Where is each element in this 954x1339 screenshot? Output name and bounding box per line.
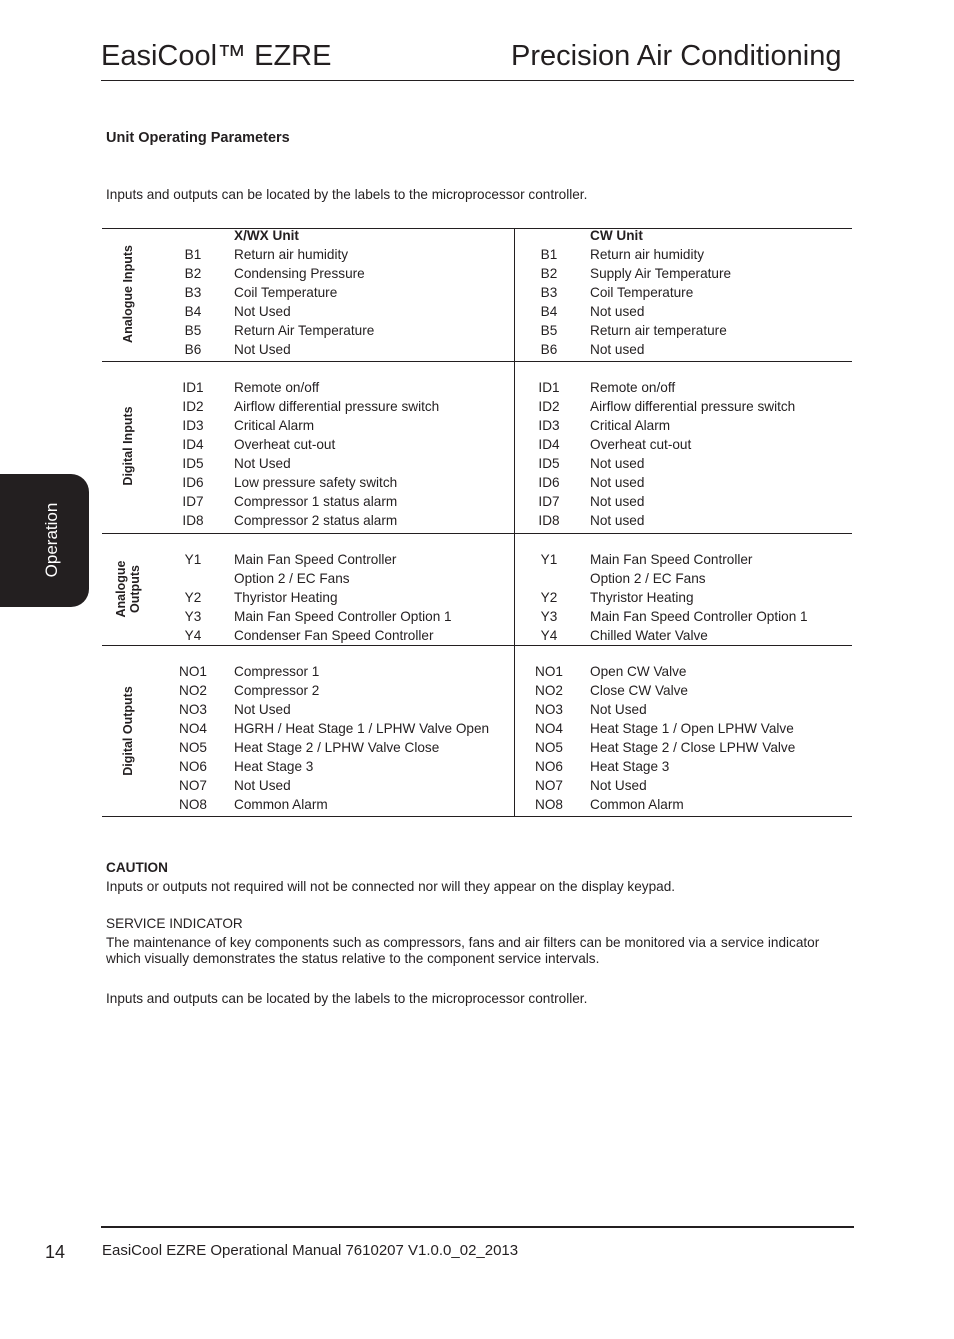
closing-text: Inputs and outputs can be located by the labels to the microprocessor controller. (106, 991, 588, 1006)
io-code: Y2 (184, 590, 202, 606)
cw-description: Critical Alarm (590, 418, 671, 434)
io-code-cw: NO2 (535, 683, 563, 699)
cw-description: Not Used (590, 702, 647, 718)
section-title: Unit Operating Parameters (106, 130, 290, 146)
io-code: B3 (184, 285, 202, 301)
footer-rule (101, 1226, 854, 1228)
xwx-column-header: X/WX Unit (234, 228, 299, 243)
xwx-description: Compressor 2 (234, 683, 320, 699)
io-code: B1 (184, 247, 202, 262)
cw-description: Supply Air Temperature (590, 266, 732, 282)
service-text-line2: which visually demonstrates the status relative to the component service intervals. (106, 951, 600, 966)
service-heading: SERVICE INDICATOR (106, 916, 243, 931)
cw-description: Heat Stage 1 / Open LPHW Valve (590, 721, 794, 737)
cw-column-header: CW Unit (590, 228, 643, 243)
io-code-cw: Y3 (540, 609, 558, 625)
table-rule (102, 533, 852, 534)
table-rule (102, 816, 852, 817)
caution-heading: CAUTION (106, 860, 168, 875)
io-code: NO3 (179, 702, 207, 718)
xwx-description: Return air humidity (234, 247, 349, 262)
io-code-cw: ID4 (538, 437, 560, 453)
xwx-description: Low pressure safety switch (234, 475, 398, 491)
cw-description: Not used (590, 342, 645, 358)
io-code: ID5 (182, 456, 204, 472)
xwx-description: Main Fan Speed Controller (234, 552, 397, 567)
io-code-cw: Y1 (540, 552, 558, 567)
io-code: ID4 (182, 437, 204, 453)
page-number: 14 (45, 1242, 66, 1262)
io-code-cw: ID1 (538, 380, 560, 395)
service-text-line1: The maintenance of key components such as compressors, fans and air filters can be monitored via a service indicator (106, 935, 820, 950)
io-code: ID6 (182, 475, 204, 491)
cw-description: Return air temperature (590, 323, 727, 339)
io-code: ID8 (182, 513, 204, 529)
group-label (114, 561, 142, 618)
side-tab-label: Operation (42, 502, 61, 578)
io-code-cw: B5 (540, 323, 558, 339)
io-code-cw: B3 (540, 285, 558, 301)
xwx-description: Not Used (234, 342, 291, 358)
io-code-cw: NO8 (535, 797, 563, 813)
cw-description: Overheat cut-out (590, 437, 692, 453)
io-code-cw: NO4 (535, 721, 563, 737)
io-code-cw: ID5 (538, 456, 560, 472)
xwx-description: Heat Stage 2 / LPHW Valve Close (234, 740, 440, 756)
io-code: NO2 (179, 683, 207, 699)
xwx-description: Thyristor Heating (234, 590, 338, 606)
io-code: Y1 (184, 552, 202, 567)
table-rule (102, 645, 852, 646)
xwx-description: Condenser Fan Speed Controller (234, 628, 434, 644)
io-code-cw: B6 (540, 342, 558, 358)
io-code: NO5 (179, 740, 207, 756)
io-code: NO8 (179, 797, 207, 813)
xwx-description: Return Air Temperature (234, 323, 375, 339)
io-code: B5 (184, 323, 202, 339)
io-code-cw: NO1 (535, 664, 563, 679)
xwx-description: HGRH / Heat Stage 1 / LPHW Valve Open (234, 721, 490, 737)
io-code-cw: B2 (540, 266, 558, 282)
document-subtitle: Precision Air Conditioning (511, 40, 842, 72)
cw-description: Heat Stage 3 (590, 759, 670, 775)
cw-description: Return air humidity (590, 247, 705, 262)
io-code: NO4 (179, 721, 207, 737)
cw-description: Heat Stage 2 / Close LPHW Valve (590, 740, 796, 756)
group-label: Analogue Inputs (121, 245, 135, 343)
xwx-description: Overheat cut-out (234, 437, 336, 453)
table-rule (102, 228, 852, 229)
group-label-line2: Outputs (128, 565, 142, 613)
cw-description: Main Fan Speed Controller Option 1 (590, 609, 808, 625)
xwx-description: Airflow differential pressure switch (234, 399, 440, 415)
io-code: ID1 (182, 380, 204, 395)
xwx-description: Compressor 2 status alarm (234, 513, 398, 529)
io-code: Y3 (184, 609, 202, 625)
xwx-description: Not Used (234, 304, 291, 320)
xwx-description: Not Used (234, 456, 291, 472)
cw-description: Not used (590, 475, 645, 491)
cw-description: Chilled Water Valve (590, 628, 708, 644)
xwx-description: Compressor 1 (234, 664, 320, 679)
xwx-description: Not Used (234, 702, 291, 718)
cw-description: Not used (590, 494, 645, 510)
table-divider (514, 228, 515, 816)
io-code-cw: B1 (540, 247, 558, 262)
cw-description: Open CW Valve (590, 664, 687, 679)
io-code: B6 (184, 342, 202, 358)
cw-description: Not used (590, 513, 645, 529)
side-tab (0, 474, 89, 607)
xwx-description: Coil Temperature (234, 285, 338, 301)
table-rule (102, 361, 852, 362)
io-code-cw: ID7 (538, 494, 560, 510)
document-title: EasiCool™ EZRE (101, 40, 332, 72)
cw-description: Thyristor Heating (590, 590, 694, 606)
cw-description: Main Fan Speed Controller (590, 552, 753, 567)
io-code: NO1 (179, 664, 207, 679)
xwx-description: Condensing Pressure (234, 266, 365, 282)
io-code-cw: B4 (540, 304, 558, 320)
io-code-cw: NO6 (535, 759, 563, 775)
io-code: NO6 (179, 759, 207, 775)
intro-text: Inputs and outputs can be located by the labels to the microprocessor controller. (106, 187, 588, 202)
io-code: Y4 (184, 628, 202, 644)
io-code-cw: NO7 (535, 778, 563, 794)
cw-description: Not used (590, 456, 645, 472)
cw-description: Coil Temperature (590, 285, 694, 301)
xwx-description: Compressor 1 status alarm (234, 494, 398, 510)
footer-text: EasiCool EZRE Operational Manual 7610207 V1.0.0_02_2013 (102, 1242, 519, 1259)
group-label: Digital Inputs (121, 406, 135, 486)
io-code-cw: Y2 (540, 590, 558, 606)
cw-description: Remote on/off (590, 380, 676, 395)
caution-text: Inputs or outputs not required will not be connected nor will they appear on the display keypad. (106, 879, 676, 894)
xwx-description: Heat Stage 3 (234, 759, 314, 775)
io-code: NO7 (179, 778, 207, 794)
cw-description: Not Used (590, 778, 647, 794)
io-code-cw: ID3 (538, 418, 560, 434)
xwx-description: Critical Alarm (234, 418, 315, 434)
xwx-description: Common Alarm (234, 797, 328, 813)
io-code-cw: Y4 (540, 628, 558, 644)
io-code-cw: NO5 (535, 740, 563, 756)
header-rule (101, 80, 854, 81)
xwx-description: Not Used (234, 778, 291, 794)
io-code: ID7 (182, 494, 204, 510)
xwx-description: Option 2 / EC Fans (234, 571, 350, 587)
io-code: B4 (184, 304, 202, 320)
io-code-cw: NO3 (535, 702, 563, 718)
cw-description: Close CW Valve (590, 683, 688, 699)
io-code: ID3 (182, 418, 204, 434)
io-code: ID2 (182, 399, 204, 415)
xwx-description: Main Fan Speed Controller Option 1 (234, 609, 452, 625)
group-label-line1: Analogue (114, 560, 128, 618)
cw-description: Airflow differential pressure switch (590, 399, 796, 415)
cw-description: Common Alarm (590, 797, 684, 813)
io-code-cw: ID2 (538, 399, 560, 415)
io-code-cw: ID6 (538, 475, 560, 491)
cw-description: Not used (590, 304, 645, 320)
io-code-cw: ID8 (538, 513, 560, 529)
cw-description: Option 2 / EC Fans (590, 571, 706, 587)
xwx-description: Remote on/off (234, 380, 320, 395)
io-code: B2 (184, 266, 202, 282)
group-label: Digital Outputs (121, 686, 135, 776)
